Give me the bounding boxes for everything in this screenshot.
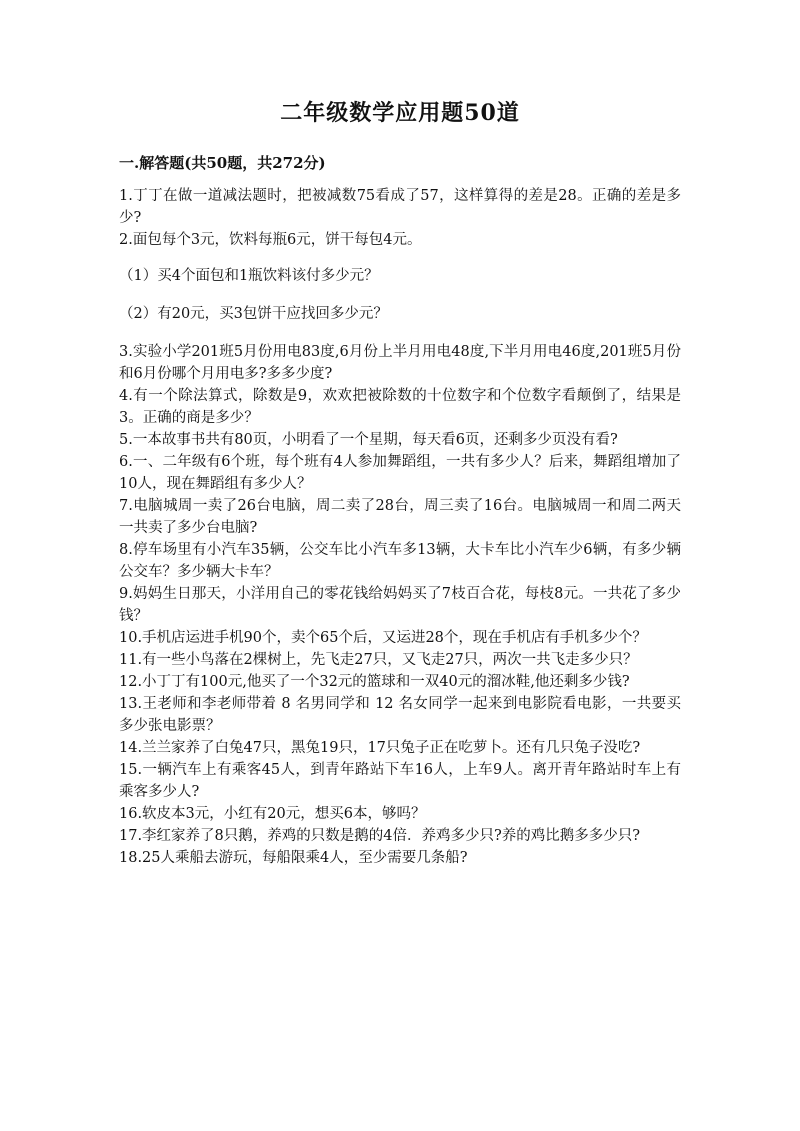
question-8: 8.停车场里有小汽车35辆，公交车比小汽车多13辆，大卡车比小汽车少6辆，有多少辆公交车？多少辆大卡车？ <box>119 542 681 580</box>
question-15: 15.一辆汽车上有乘客45人，到青年路站下车16人，上车9人。离开青年路站时车上有乘客多少人? <box>119 762 681 800</box>
question-10: 10.手机店运进手机90个，卖个65个后，又运进28个，现在手机店有手机多少个？ <box>119 630 647 646</box>
question-7: 7.电脑城周一卖了26台电脑，周二卖了28台，周三卖了16台。电脑城周一和周二两天一共卖了多少台电脑? <box>119 498 681 536</box>
question-4: 4.有一个除法算式，除数是9，欢欢把被除数的十位数字和个位数字看颠倒了，结果是3。正确的商是多少？ <box>119 388 681 426</box>
page-title: 二年级数学应用题50道 <box>280 100 520 126</box>
question-17: 17.李红家养了8只鹅，养鸡的只数是鹅的4倍．养鸡多少只?养的鸡比鹅多多少只? <box>119 828 641 844</box>
question-13: 13.王老师和李老师带着 8 名男同学和 12 名女同学一起来到电影院看电影，一共要买多少张电影票？ <box>119 696 681 734</box>
section-heading: 一.解答题(共50题，共272分) <box>119 154 326 172</box>
question-6: 6.一、二年级有6个班，每个班有4人参加舞蹈组，一共有多少人？后来，舞蹈组增加了10人，现在舞蹈组有多少人？ <box>119 454 681 492</box>
question-18: 18.25人乘船去游玩，每船限乘4人，至少需要几条船? <box>119 850 468 866</box>
question-1: 1.丁丁在做一道减法题时，把被减数75看成了57，这样算得的差是28。正确的差是多少? <box>119 188 681 226</box>
question-list <box>119 185 681 869</box>
question-5: 5.一本故事书共有80页，小明看了一个星期，每天看6页，还剩多少页没有看? <box>119 432 618 448</box>
question-9: 9.妈妈生日那天，小洋用自己的零花钱给妈妈买了7枝百合花，每枝8元。一共花了多少钱？ <box>119 586 681 624</box>
question-14: 14.兰兰家养了白兔47只，黑兔19只，17只兔子正在吃萝卜。还有几只兔子没吃? <box>119 740 641 756</box>
question-12: 12.小丁丁有100元,他买了一个32元的篮球和一双40元的溜冰鞋,他还剩多少钱? <box>119 674 630 690</box>
question-11: 11.有一些小鸟落在2棵树上，先飞走27只，又飞走27只，两次一共飞走多少只？ <box>119 652 638 668</box>
question-3: 3.实验小学201班5月份用电83度,6月份上半月用电48度,下半月用电46度,201班5月份和6月份哪个月用电多?多多少度? <box>119 344 681 382</box>
question-2: 2.面包每个3元，饮料每瓶6元，饼干每包4元。 <box>119 232 422 248</box>
question-2-subquestion-2: （2）有20元，买3包饼干应找回多少元？ <box>119 306 388 322</box>
question-2-subquestion-1: （1）买4个面包和1瓶饮料该付多少元？ <box>119 268 379 284</box>
question-16: 16.软皮本3元，小红有20元，想买6本，够吗？ <box>119 806 426 822</box>
